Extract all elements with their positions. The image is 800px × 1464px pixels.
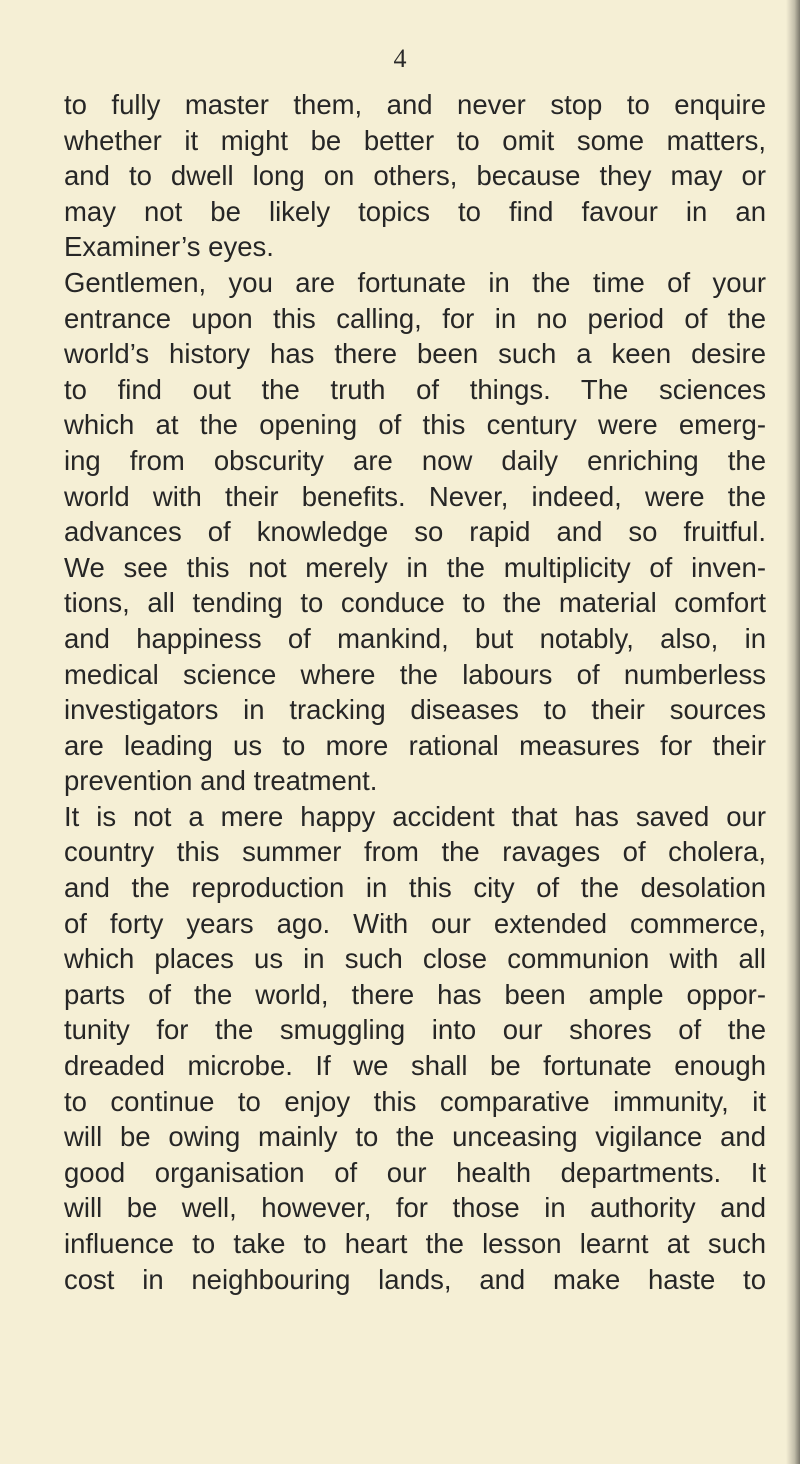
text-line: tions, all tending to conduce to the material comfort [64, 587, 766, 619]
text-line: and the reproduction in this city of the desolation [64, 872, 766, 904]
text-line: medical science where the labours of numberless [64, 658, 766, 690]
text-line: country this summer from the ravages of cholera, [64, 836, 766, 868]
text-line: ing from obscurity are now daily enriching the [64, 444, 766, 476]
text-line: world’s history has there been such a keen desire [64, 338, 766, 370]
text-line: are leading us to more rational measures for their [64, 729, 766, 761]
text-line: Examiner’s eyes. [64, 231, 274, 263]
text-line: cost in neighbouring lands, and make haste to [64, 1263, 766, 1295]
text-line: which places us in such close communion with all [64, 943, 766, 975]
text-line: parts of the world, there has been ample oppor- [64, 978, 766, 1010]
text-line: and happiness of mankind, but notably, also, in [64, 622, 766, 654]
text-line: We see this not merely in the multiplicity of inven- [64, 551, 766, 583]
text-line: whether it might be better to omit some matters, [64, 124, 766, 156]
body-text [64, 87, 766, 1297]
text-line: of forty years ago. With our extended commerce, [64, 907, 766, 939]
text-line: prevention and treatment. [64, 765, 378, 797]
text-line: Gentlemen, you are fortunate in the time of your [64, 266, 766, 298]
text-line: will be well, however, for those in authority and [64, 1192, 766, 1224]
text-line: to continue to enjoy this comparative immunity, it [64, 1085, 766, 1117]
text-line: influence to take to heart the lesson learnt at such [64, 1228, 766, 1259]
text-line: to fully master them, and never stop to enquire [64, 89, 766, 120]
text-line: investigators in tracking diseases to their sources [64, 694, 766, 726]
text-line: advances of knowledge so rapid and so fruitful. [64, 516, 766, 548]
text-line: to find out the truth of things. The sciences [64, 373, 766, 405]
page-edge-shadow [786, 0, 800, 1464]
text-line: dreaded microbe. If we shall be fortunate enough [64, 1050, 766, 1082]
text-line: may not be likely topics to find favour in an [64, 195, 766, 227]
text-line: world with their benefits. Never, indeed, were the [64, 480, 766, 512]
text-line: It is not a mere happy accident that has saved our [64, 800, 766, 832]
page-number: 4 [393, 44, 407, 73]
text-line: tunity for the smuggling into our shores of the [64, 1014, 766, 1046]
text-line: and to dwell long on others, because they may or [64, 160, 766, 192]
text-line: which at the opening of this century were emerg- [64, 409, 766, 441]
text-line: entrance upon this calling, for in no period of the [64, 302, 766, 334]
text-line: will be owing mainly to the unceasing vigilance and [64, 1121, 766, 1153]
text-line: good organisation of our health departments. It [64, 1156, 766, 1188]
